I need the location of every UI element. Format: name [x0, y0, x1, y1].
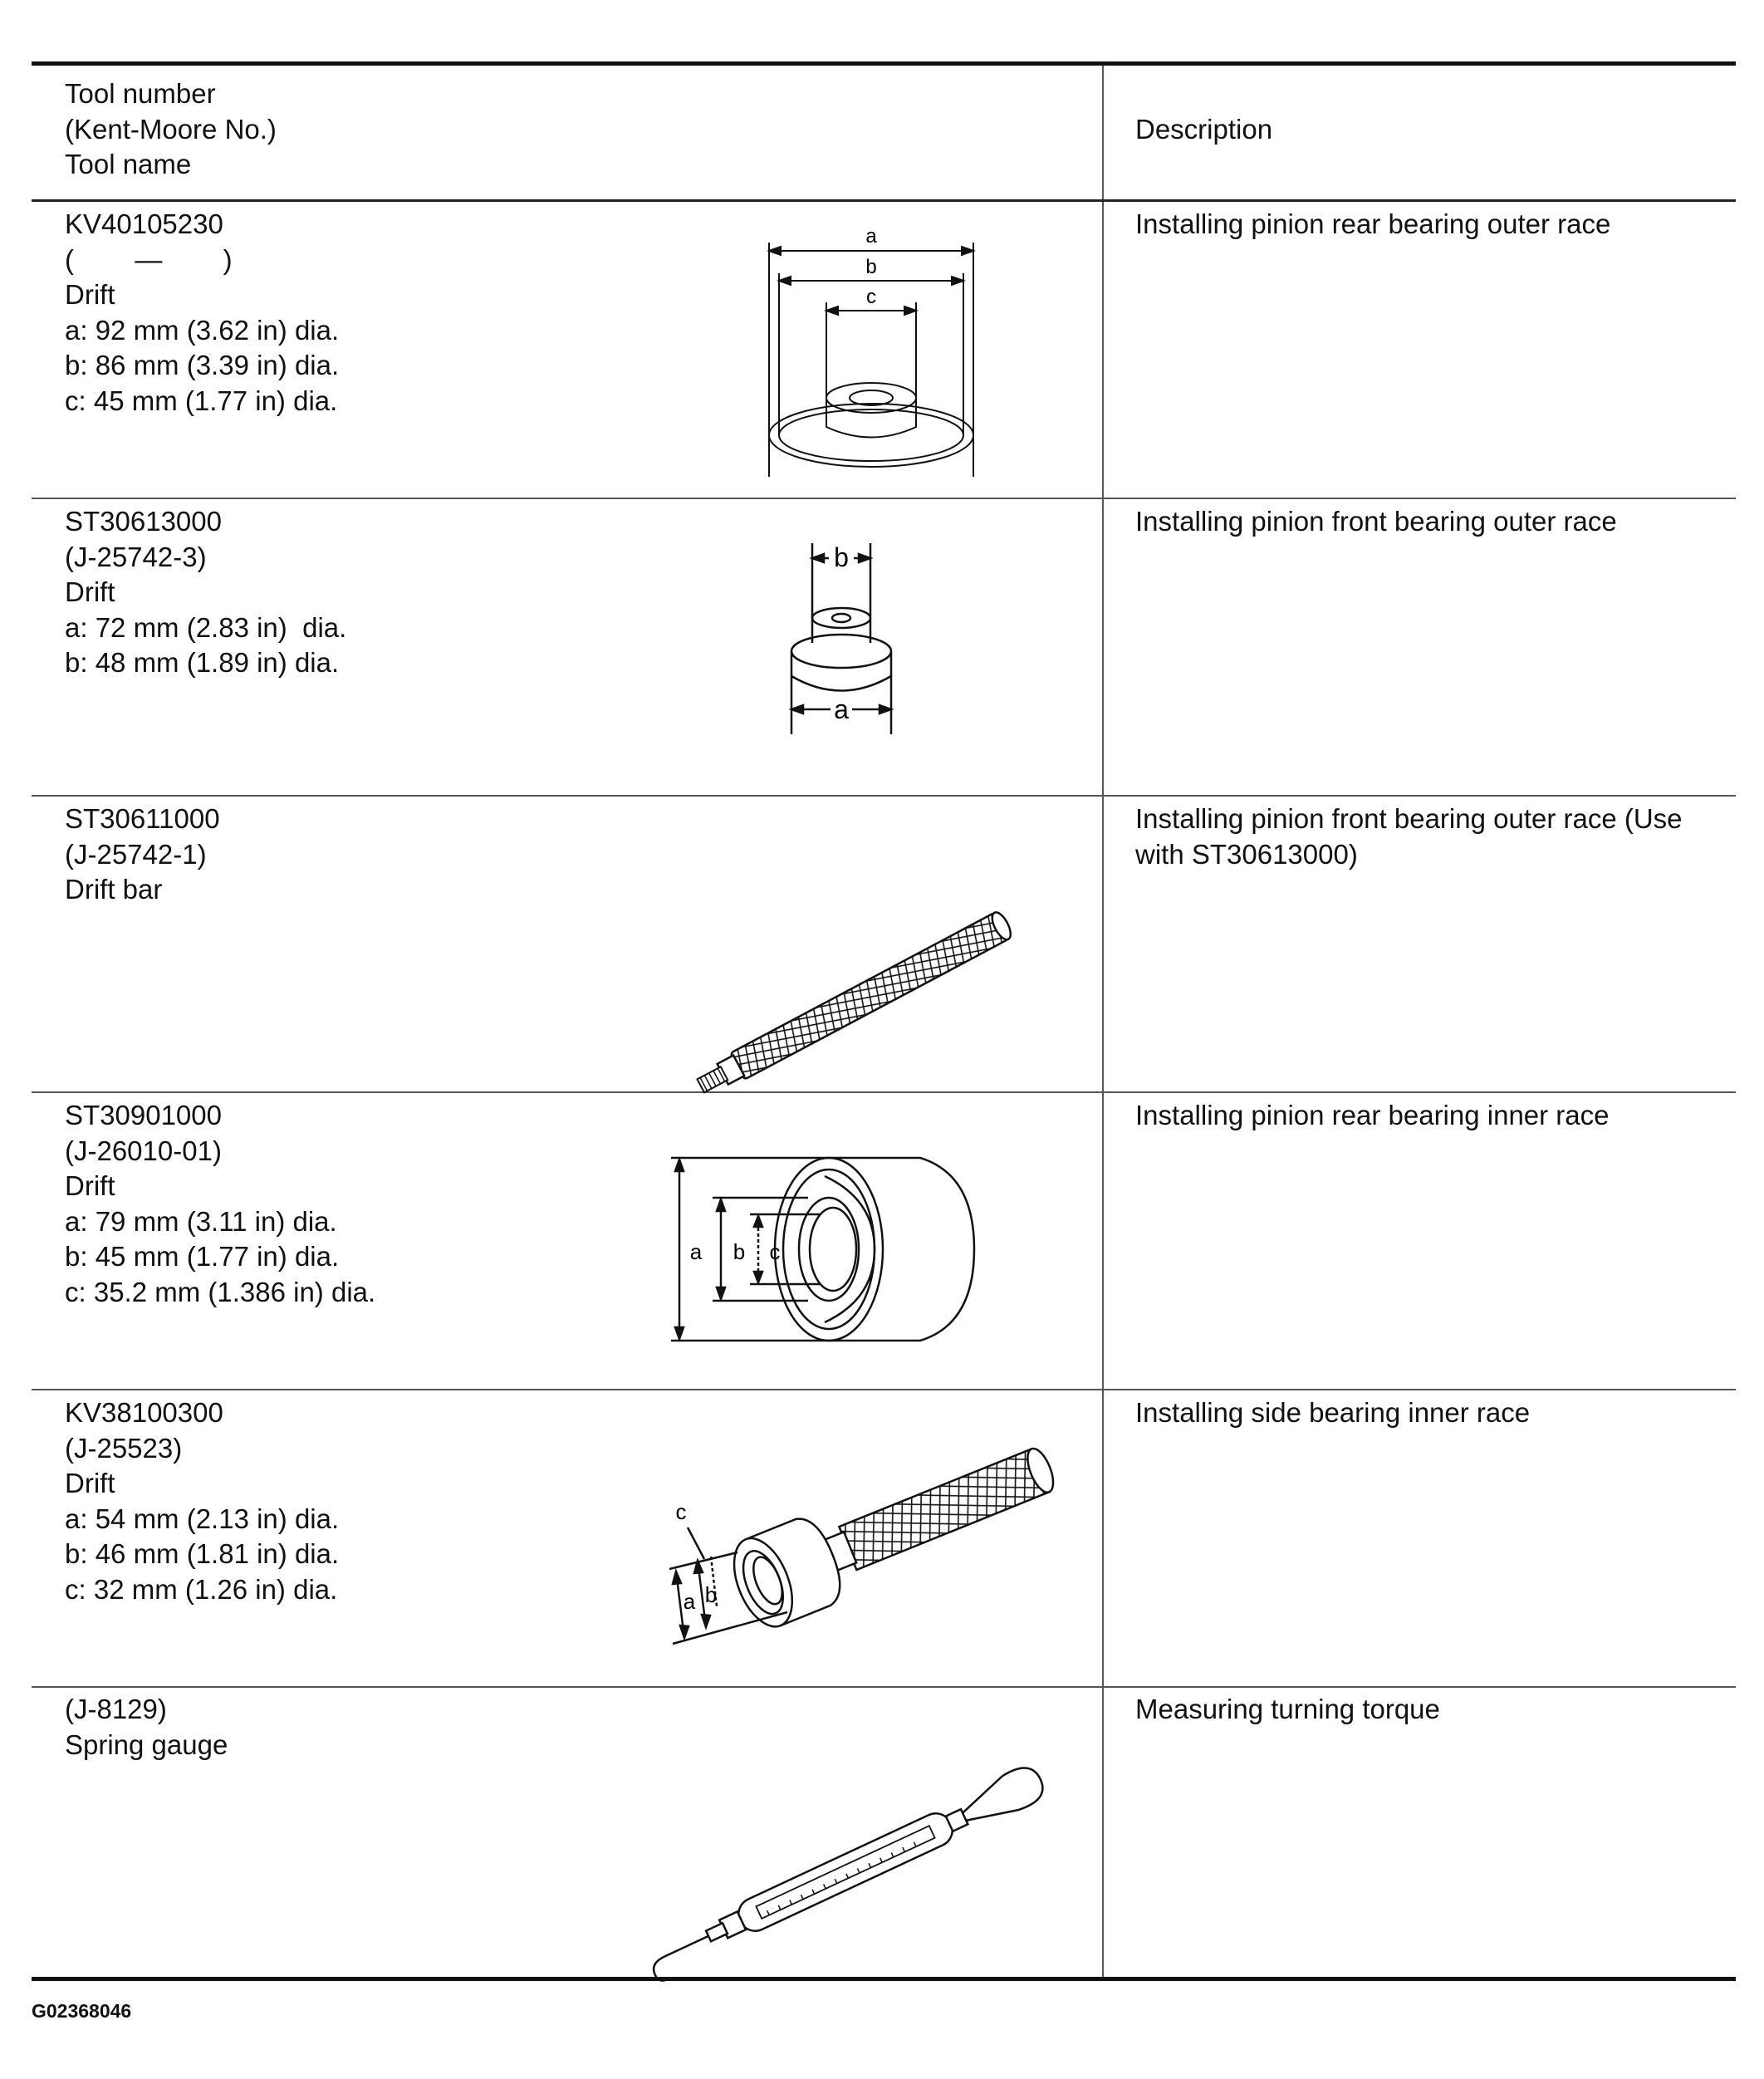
- table-top-rule: [32, 61, 1736, 66]
- dimension-label: a: [865, 228, 877, 248]
- tool-name: Drift: [65, 1170, 115, 1201]
- kent-moore-number: (J-25523): [65, 1432, 183, 1464]
- spec-line: a: 92 mm (3.62 in) dia.: [65, 314, 340, 346]
- knurled-bar-icon: [654, 892, 1070, 1108]
- row-divider: [32, 1389, 1736, 1390]
- spec-line: b: 46 mm (1.81 in) dia.: [65, 1538, 340, 1569]
- header-description: Description: [1135, 114, 1273, 145]
- dimension-label: a: [683, 1589, 696, 1614]
- tool-name: Drift: [65, 1468, 115, 1498]
- spec-line: c: 32 mm (1.26 in) dia.: [65, 1573, 338, 1605]
- dimension-label: a: [834, 694, 849, 724]
- figure-code: G02368046: [32, 2000, 132, 2022]
- stepped-drift-icon: [771, 535, 920, 734]
- tool-name: Drift: [65, 576, 115, 607]
- spec-line: b: 45 mm (1.77 in) dia.: [65, 1241, 340, 1272]
- tool-description: Measuring turning torque: [1135, 1694, 1440, 1724]
- spec-line: b: 86 mm (3.39 in) dia.: [65, 350, 340, 380]
- tool-description: Installing side bearing inner race: [1135, 1397, 1531, 1428]
- ring-drift-icon: [654, 1141, 987, 1357]
- header-tool-column: [65, 76, 277, 183]
- kent-moore-number: (J-25742-3): [65, 541, 207, 572]
- row-divider: [32, 498, 1736, 499]
- table-row-tool-info: [65, 1098, 375, 1310]
- dimension-label: c: [675, 1499, 687, 1524]
- table-row-tool-info: [65, 1395, 339, 1607]
- kent-moore-number: ( — ): [65, 243, 233, 275]
- tool-description: [1135, 802, 1683, 872]
- table-row-tool-info: [65, 1692, 228, 1763]
- table-row-tool-info: [65, 207, 339, 419]
- description-line: Installing pinion front bearing outer race (Use: [1135, 803, 1683, 834]
- tool-name: Drift: [65, 279, 115, 310]
- kent-moore-number: (J-8129): [65, 1694, 167, 1724]
- description-line: with ST30613000): [1135, 838, 1358, 870]
- tool-number: ST30611000: [65, 803, 220, 834]
- dimension-label: b: [733, 1239, 746, 1264]
- header-tool-number: Tool number: [65, 78, 216, 109]
- header-kent-moore: (Kent-Moore No.): [65, 113, 277, 145]
- dimension-label: b: [865, 256, 877, 278]
- kent-moore-number: (J-26010-01): [65, 1135, 222, 1166]
- drift-cup-icon: [729, 228, 995, 477]
- dimension-label: b: [704, 1582, 718, 1607]
- kent-moore-number: (J-25742-1): [65, 838, 207, 870]
- spec-line: c: 35.2 mm (1.386 in) dia.: [65, 1276, 376, 1307]
- spec-line: a: 54 mm (2.13 in) dia.: [65, 1503, 340, 1534]
- tool-number: ST30901000: [65, 1100, 222, 1130]
- spec-line: a: 72 mm (2.83 in) dia.: [65, 611, 347, 643]
- tool-description: Installing pinion rear bearing outer race: [1135, 208, 1611, 239]
- header-rule: [32, 199, 1736, 202]
- tool-name: Drift bar: [65, 874, 163, 905]
- tool-description: Installing pinion front bearing outer race: [1135, 506, 1617, 537]
- spec-line: c: 45 mm (1.77 in) dia.: [65, 385, 338, 416]
- tool-name: Spring gauge: [65, 1728, 228, 1760]
- row-divider: [32, 1686, 1736, 1688]
- tool-number: ST30613000: [65, 506, 222, 537]
- tool-number: KV38100300: [65, 1397, 223, 1428]
- tool-description: Installing pinion rear bearing inner race: [1135, 1100, 1610, 1130]
- spec-line: b: 48 mm (1.89 in) dia.: [65, 647, 340, 678]
- spec-line: a: 79 mm (3.11 in) dia.: [65, 1205, 337, 1237]
- spring-gauge-icon: [613, 1739, 1078, 1988]
- table-row-tool-info: [65, 504, 346, 681]
- header-tool-name: Tool name: [65, 149, 192, 179]
- dimension-label: c: [769, 1239, 781, 1264]
- dimension-label: b: [834, 542, 849, 572]
- tool-number: KV40105230: [65, 208, 223, 239]
- dimension-label: a: [689, 1239, 703, 1264]
- row-divider: [32, 795, 1736, 797]
- dimension-label: c: [866, 286, 876, 308]
- handle-drift-icon: [630, 1436, 1078, 1660]
- column-divider: [1102, 66, 1104, 1977]
- table-row-tool-info: [65, 802, 220, 908]
